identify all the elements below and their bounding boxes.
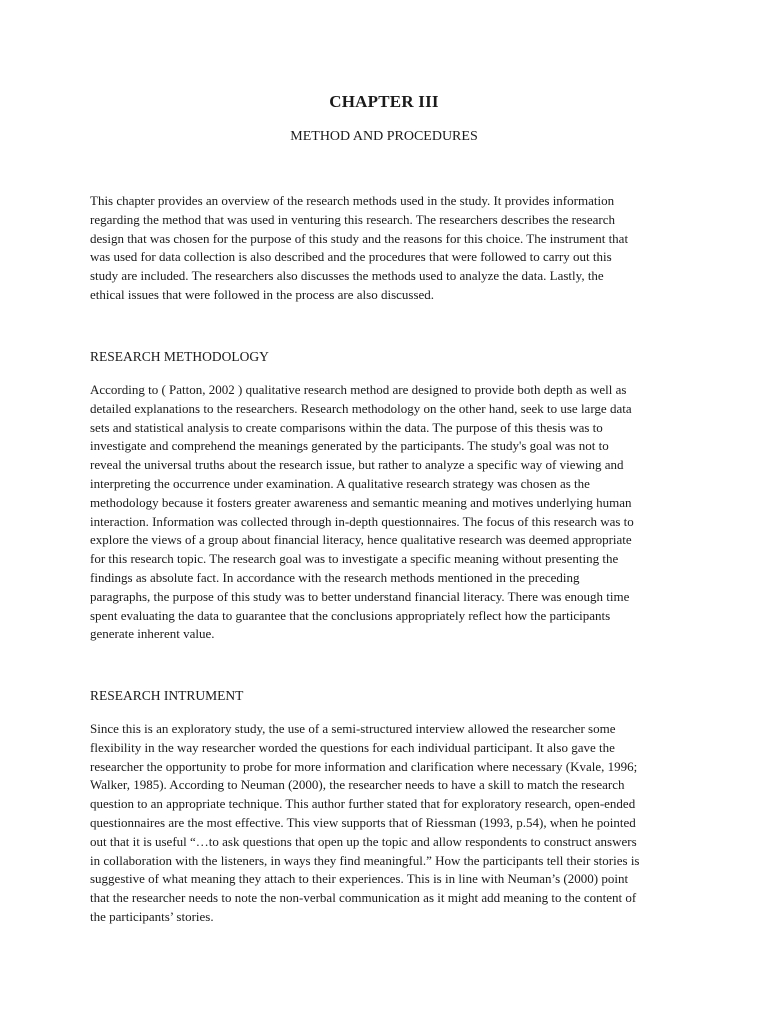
- text-line: out that it is useful “…to ask questions that open up the topic and allow respondents to construct answers: [90, 833, 637, 849]
- text-line: ethical issues that were followed in the process are also discussed.: [90, 286, 435, 302]
- text-line: methodology because it fosters greater awareness and semantic meaning and motives underlying human: [90, 494, 632, 510]
- methodology-heading: RESEARCH METHODOLOGY: [90, 349, 269, 364]
- text-line: in collaboration with the listeners, in ways they find meaningful.” How the participants tell their stories is: [90, 852, 640, 868]
- text-line: was used for data collection is also described and the procedures that were followed to carry out this: [90, 249, 612, 265]
- text-line: This chapter provides an overview of the research methods used in the study. It provides information: [90, 193, 615, 208]
- text-line: investigate and comprehend the meanings generated by the participants. The study's goal was not to: [90, 438, 609, 454]
- instrument-paragraph: [90, 720, 690, 927]
- text-line: flexibility in the way researcher worded the questions for each individual participant. It also gave the: [90, 739, 615, 755]
- text-line: suggestive of what meaning they attach to their experiences. This is in line with Neuman’s (2000) point: [90, 871, 629, 887]
- text-line: researcher the opportunity to probe for more information and clarification where necessary (Kvale, 1996;: [90, 758, 638, 774]
- text-line: detailed explanations to the researchers. Research methodology on the other hand, seek to use large data: [90, 400, 632, 416]
- methodology-paragraph: [90, 381, 690, 644]
- text-line: interaction. Information was collected through in-depth questionnaires. The focus of this research was to: [90, 513, 634, 529]
- text-line: questionnaires are the most effective. This view supports that of Riessman (1993, p.54), when he pointed: [90, 814, 636, 830]
- text-line: sets and statistical analysis to create comparisons within the data. The purpose of this thesis was to: [90, 419, 603, 435]
- text-line: explore the views of a group about financial literacy, hence qualitative research was deemed appropriate: [90, 532, 632, 548]
- text-line: that the researcher needs to note the non-verbal communication as it might add meaning to the content of: [90, 890, 637, 906]
- text-line: Walker, 1985). According to Neuman (2000), the researcher needs to have a skill to match the research: [90, 777, 625, 793]
- text-line: regarding the method that was used in venturing this research. The researchers describes the research: [90, 211, 615, 227]
- text-line: design that was chosen for the purpose of this study and the reasons for this choice. The instrument that: [90, 230, 629, 246]
- text-line: for this research topic. The research goal was to investigate a specific meaning without presenting the: [90, 551, 619, 567]
- instrument-heading: RESEARCH INTRUMENT: [90, 688, 244, 703]
- text-line: Since this is an exploratory study, the use of a semi-structured interview allowed the researcher some: [90, 721, 616, 736]
- text-line: paragraphs, the purpose of this study was to better understand financial literacy. There was enough time: [90, 588, 630, 604]
- text-line: interpreting the occurrence under examination. A qualitative research strategy was chosen as the: [90, 475, 590, 491]
- intro-paragraph: [90, 192, 690, 305]
- chapter-subtitle: METHOD AND PROCEDURES: [290, 129, 478, 144]
- text-line: study are included. The researchers also discusses the methods used to analyze the data. Lastly, the: [90, 268, 604, 284]
- text-line: spent evaluating the data to guarantee that the conclusions appropriately reflect how the participants: [90, 607, 611, 623]
- text-line: findings as absolute fact. In accordance with the research methods mentioned in the preceding: [90, 569, 580, 585]
- text-line: According to ( Patton, 2002 ) qualitative research method are designed to provide both depth as well as: [90, 382, 627, 397]
- text-line: the participants’ stories.: [90, 908, 214, 924]
- text-line: reveal the universal truths about the research issue, but rather to analyze a specific way of viewing and: [90, 457, 624, 473]
- text-line: question to an appropriate technique. This author further stated that for exploratory research, open-ended: [90, 796, 636, 812]
- text-line: generate inherent value.: [90, 626, 215, 642]
- chapter-title: CHAPTER III: [329, 92, 439, 111]
